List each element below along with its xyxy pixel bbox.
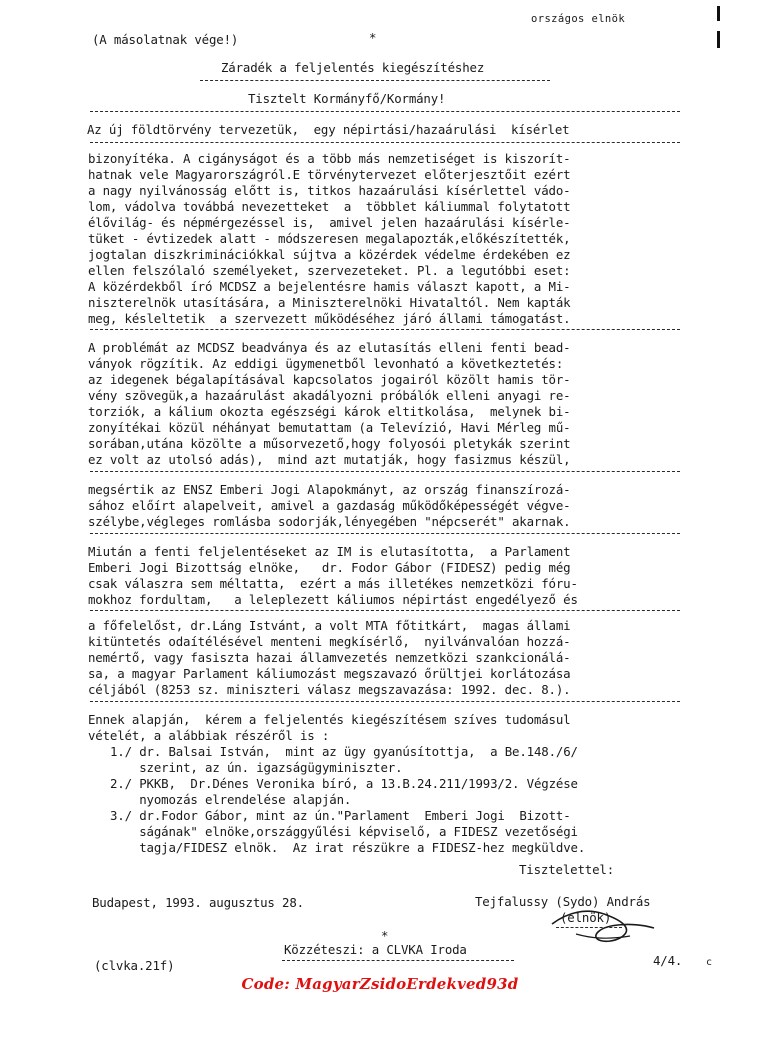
divider (90, 610, 680, 611)
text-line: Emberi Jogi Bizottság elnöke, dr. Fodor Gábor (FIDESZ) pedig még (88, 560, 571, 575)
text-line: ellen felszólaló személyeket, szervezeteket. Pl. a legutóbbi eset: (88, 263, 571, 278)
top-right-note: országos elnök (531, 13, 626, 25)
text-line: sorában,utána közölte a műsorvezető,hogy folyosói pletykák szerint (88, 436, 571, 451)
text-line: ványok rögzítik. Az eddigi ügymenetből levonható a következtetés: (88, 356, 564, 371)
text-line: a főfelelőst, dr.Láng Istvánt, a volt MTA főtitkárt, magas állami (88, 618, 571, 633)
text-line: sához előírt alapelveit, amivel a gazdaság működőképességét végve- (88, 498, 571, 513)
divider (90, 533, 680, 534)
text-line: céljából (8253 sz. miniszteri válasz megszavazása: 1992. dec. 8.). (88, 682, 571, 697)
divider (90, 329, 680, 330)
list-item: nyomozás elrendelése alapján. (110, 792, 352, 807)
divider (90, 701, 680, 702)
text-line: lom, vádolva továbbá nevezetteket a többlet káliummal folytatott (88, 199, 571, 214)
text-line: jogtalan diszkriminációkkal sújtva a közérdek védelme érdekében ez (88, 247, 571, 262)
list-item: 3./ dr.Fodor Gábor, mint az ún."Parlament Emberi Jogi Bizott- (110, 808, 571, 823)
text-line: élővilág- és népmérgezéssel is, amivel jelen hazaárulási kísérle- (88, 215, 571, 230)
text-line: vény szövegük,a hazaárulást akadályozni próbálók elleni anyagi re- (88, 388, 571, 403)
text-line: hatnak vele Magyarországról.E törvénytervezet előterjesztőit ezért (88, 167, 571, 182)
text-line: a nagy nyilvánosság előtt is, titkos hazaárulási kísérlettel vádo- (88, 183, 571, 198)
text-line: sa, a magyar Parlament káliumozást megszavazó őrültjei korlátozása (88, 666, 571, 681)
signer-name: Tejfalussy (Sydo) András (475, 894, 651, 909)
text-line: meg, késleltetik a szervezett működéséhez járó állami támogatást. (88, 311, 571, 326)
margin-mark-1 (717, 6, 720, 21)
publisher: Közzéteszi: a CLVKA Iroda (284, 942, 467, 957)
text-line: Ennek alapján, kérem a feljelentés kiegészítésem szíves tudomásul (88, 712, 571, 727)
regards: Tisztelettel: (519, 862, 615, 877)
text-line: bizonyítéka. A cigányságot és a több más nemzetiséget is kiszorít- (88, 151, 571, 166)
handwritten-signature-icon (546, 890, 658, 952)
salutation-underline (90, 111, 680, 112)
star-top: * (369, 30, 377, 45)
text-line: Az új földtörvény tervezetük, egy népirtási/hazaárulási kísérlet (87, 122, 570, 137)
text-line: ez volt az utolsó adás), mind azt mutatják, hogy fasizmus készül, (88, 452, 571, 467)
page-number: 4/4. (653, 953, 683, 968)
end-of-copy-note: (A másolatnak vége!) (92, 32, 239, 47)
corner-mark: c (706, 957, 712, 968)
star-bottom: * (381, 928, 389, 943)
text-line: vételét, a alábbiak részéről is : (88, 728, 330, 743)
title-underline (200, 80, 550, 81)
publisher-underline (282, 960, 514, 961)
margin-mark-2 (717, 31, 720, 48)
text-line: Miután a fenti feljelentéseket az IM is elutasította, a Parlament (88, 544, 571, 559)
list-item: szerint, az ún. igazságügyminiszter. (110, 760, 403, 775)
text-line: zonyítékai közül néhányat bemutattam (a Televízió, Havi Mérleg mű- (88, 420, 571, 435)
text-line: szélybe,végleges romlásba sodorják,lényegében "népcserét" akarnak. (88, 514, 571, 529)
text-line: A problémát az MCDSZ beadványa és az elutasítás elleni fenti bead- (88, 340, 571, 355)
list-item: ságának" elnöke,országgyűlési képviselő, a FIDESZ vezetőségi (110, 824, 578, 839)
place-date: Budapest, 1993. augusztus 28. (92, 895, 304, 910)
divider (90, 471, 680, 472)
text-line: torziók, a kálium okozta egészségi károk eltitkolása, melynek bi- (88, 404, 571, 419)
text-line: kitüntetés odaítélésével menteni megkísérlő, nyilvánvalóan hozzá- (88, 634, 571, 649)
text-line: az idegenek bégalapításával kapcsolatos jogairól közölt hamis tör- (88, 372, 571, 387)
list-item: 2./ PKKB, Dr.Dénes Veronika bíró, a 13.B.24.211/1993/2. Végzése (110, 776, 578, 791)
document-ref: (clvka.21f) (94, 958, 175, 973)
divider (90, 142, 680, 143)
text-line: nemértő, vagy fasiszta hazai államvezetés nemzetközi szankcionálá- (88, 650, 571, 665)
text-line: mokhoz fordultam, a leleplezett káliumos népirtást engedélyező és (88, 592, 578, 607)
list-item: tagja/FIDESZ elnök. Az irat részükre a FIDESZ-hez megküldve. (110, 840, 586, 855)
page-title: Záradék a feljelentés kiegészítéshez (221, 60, 485, 75)
salutation: Tisztelt Kormányfő/Kormány! (248, 91, 446, 106)
list-item: 1./ dr. Balsai István, mint az ügy gyanúsítottja, a Be.148./6/ (110, 744, 578, 759)
text-line: tüket - évtizedek alatt - módszeresen megalapozták,előkészítették, (88, 231, 571, 246)
text-line: niszterelnök utasítására, a Miniszterelnöki Hivataltól. Nem kapták (88, 295, 571, 310)
text-line: csak válaszra sem méltatta, ezért a más illetékes nemzetközi fóru- (88, 576, 578, 591)
signer-role: (elnök) (560, 910, 612, 925)
text-line: A közérdekből író MCDSZ a bejelentésre hamis választ kapott, a Mi- (88, 279, 571, 294)
footer-code: Code: MagyarZsidoErdekved93d (241, 975, 519, 993)
text-line: megsértik az ENSZ Emberi Jogi Alapokmányt, az ország finanszírozá- (88, 482, 571, 497)
